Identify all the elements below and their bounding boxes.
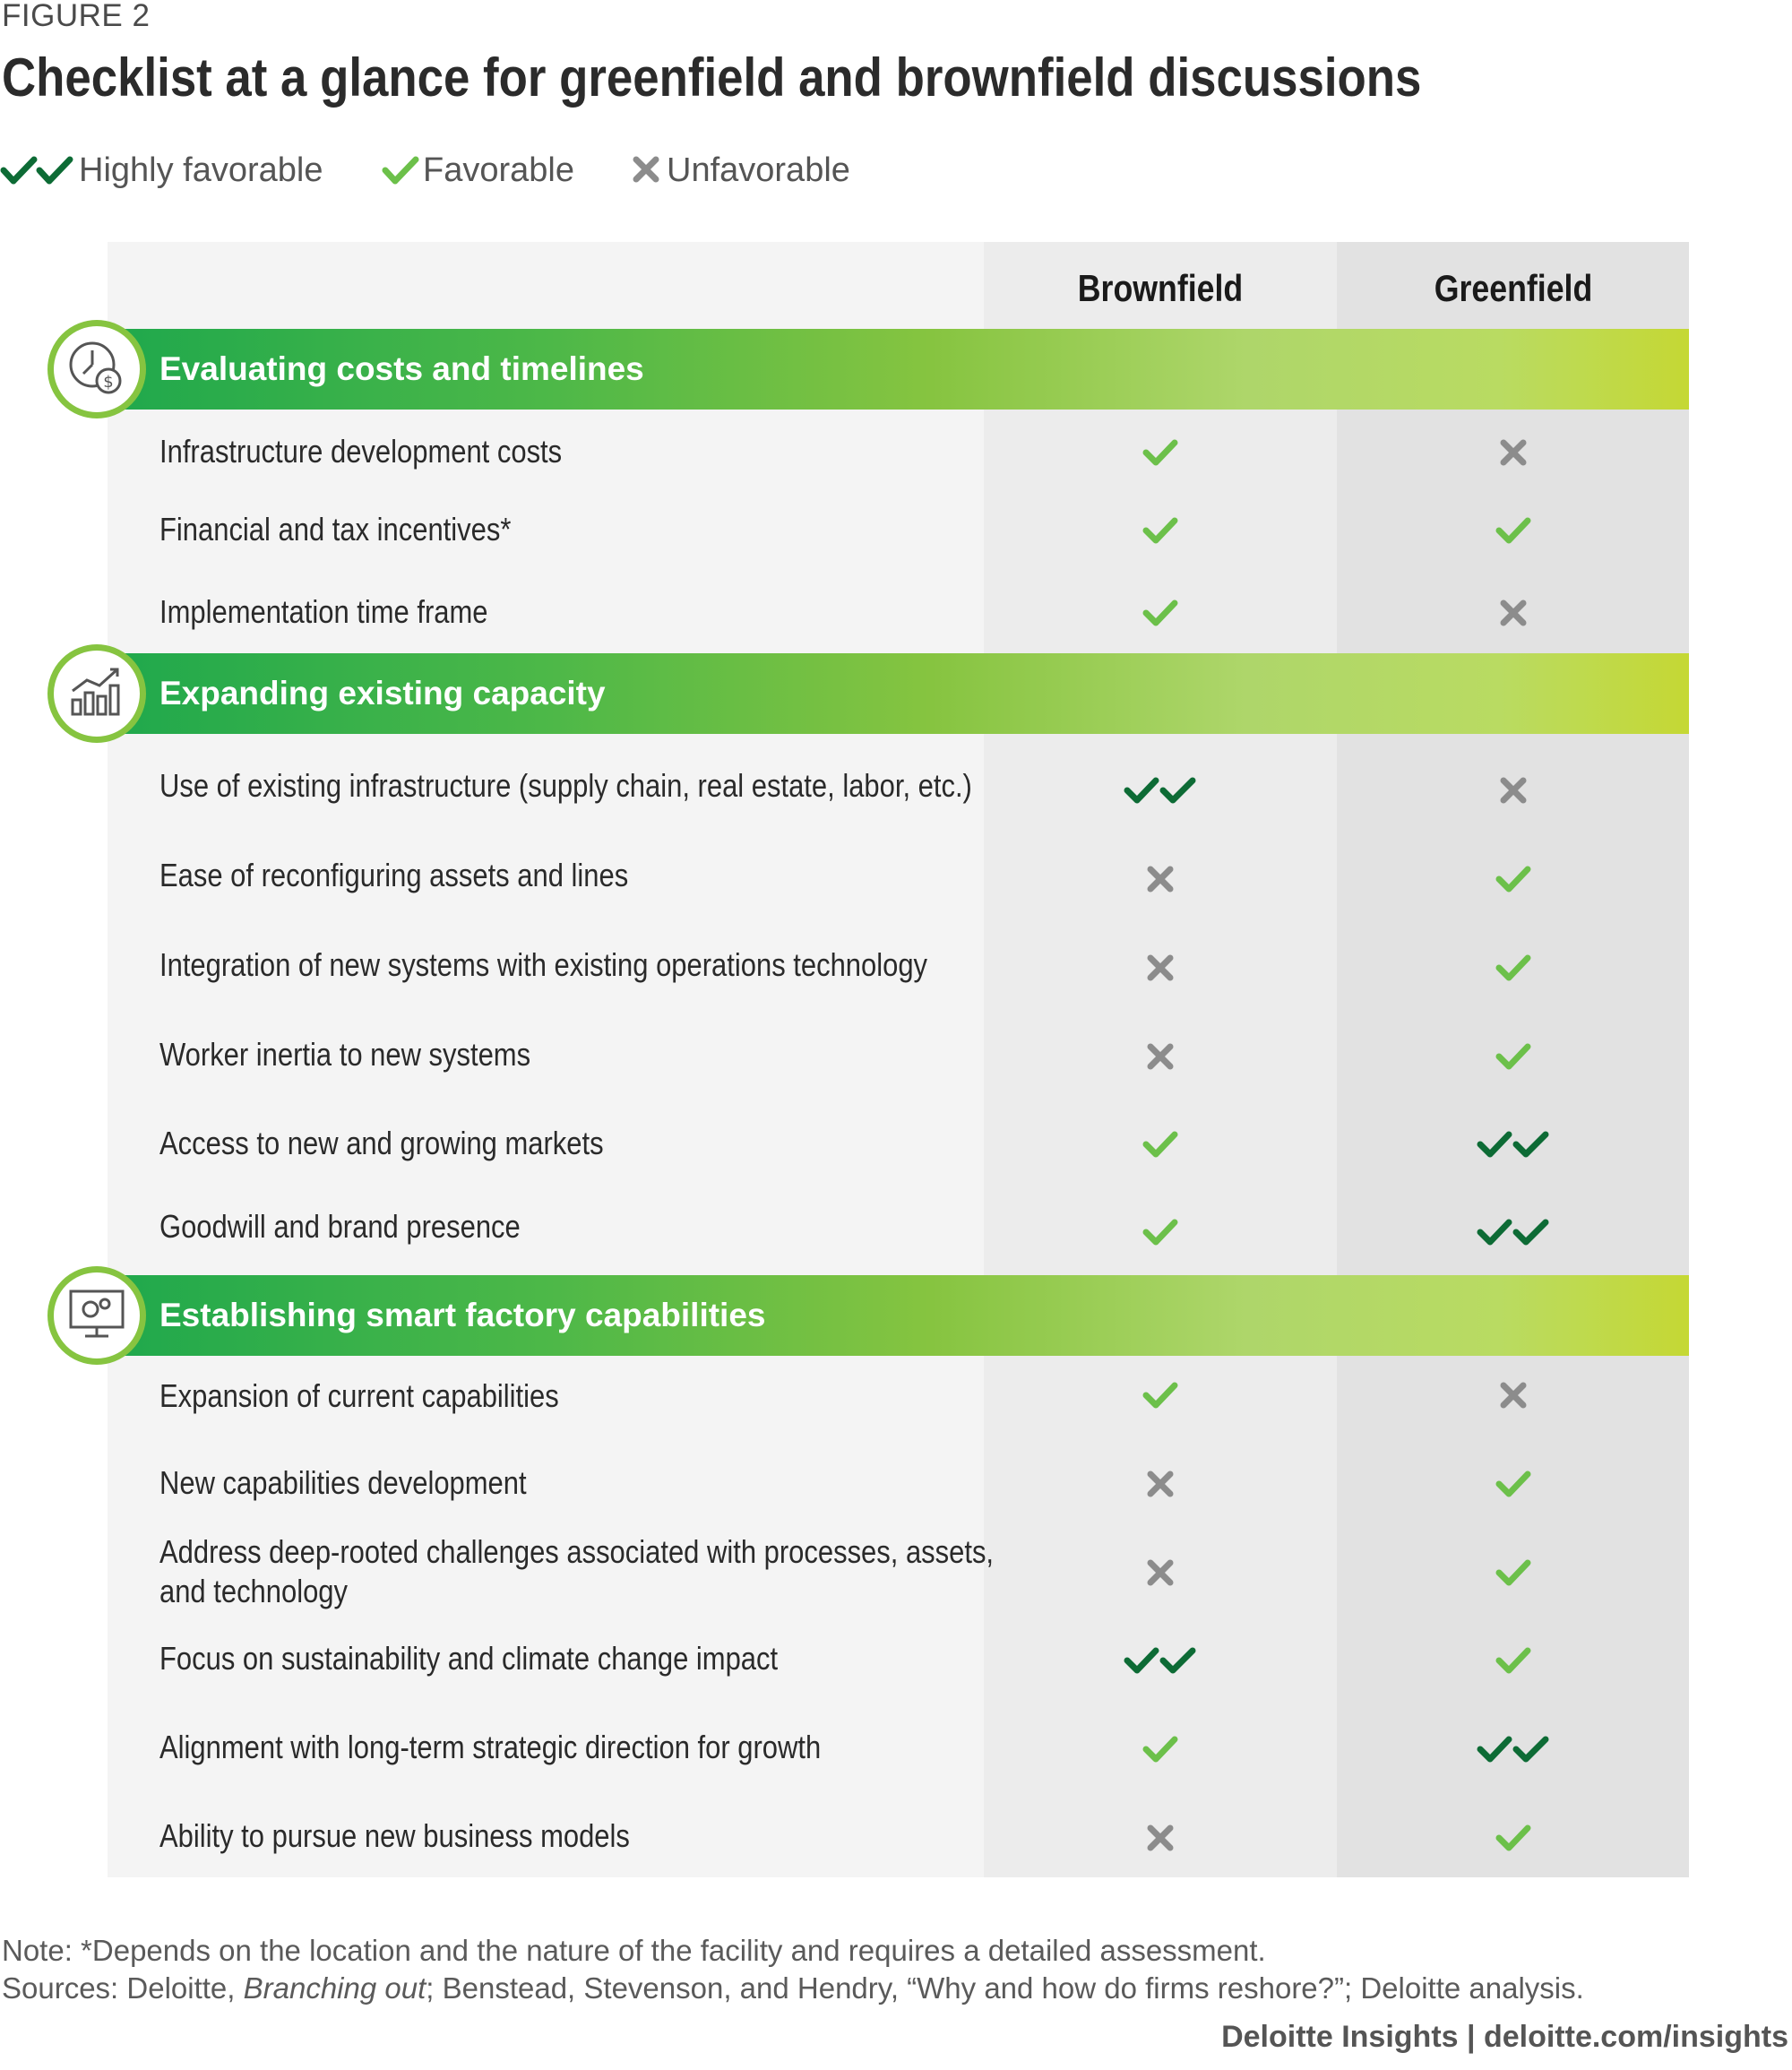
sources-text: [2, 1970, 1584, 2007]
double-check-icon: [1476, 1731, 1551, 1767]
greenfield-mark: [1473, 591, 1554, 635]
cross-icon: [1497, 1379, 1529, 1411]
row-label: Alignment with long-term strategic direction for growth: [159, 1729, 822, 1765]
footnote: [2, 1932, 1584, 2007]
row-label: Use of existing infrastructure (supply chain, real estate, labor, etc.): [159, 767, 972, 804]
note-text: Note: *Depends on the location and the nature of the facility and requires a detailed assessment.: [2, 1934, 1266, 1967]
greenfield-mark: [1473, 1462, 1554, 1506]
greenfield-mark: [1473, 1638, 1554, 1683]
cross-icon: [631, 152, 663, 188]
cross-icon: [1144, 1040, 1176, 1073]
check-icon: [1494, 861, 1533, 897]
row-label: Focus on sustainability and climate change impact: [159, 1640, 779, 1677]
brownfield-mark: [1120, 1373, 1201, 1418]
row-label: Goodwill and brand presence: [159, 1208, 521, 1245]
brownfield-mark: [1120, 1122, 1201, 1167]
section-band: [108, 1275, 1689, 1356]
check-icon: [1494, 1466, 1533, 1502]
check-icon: [1141, 1731, 1180, 1767]
double-check-icon: [0, 152, 75, 188]
greenfield-mark: [1473, 508, 1554, 553]
cross-icon: [1144, 952, 1176, 984]
check-icon: [382, 152, 419, 188]
sources-prefix: Sources: Deloitte,: [2, 1971, 244, 2005]
row-label: Address deep-rooted challenges associated with processes, assets,: [159, 1533, 995, 1570]
svg-text:$: $: [103, 372, 114, 392]
cross-icon: [1497, 774, 1529, 806]
check-icon: [1494, 1039, 1533, 1074]
row-label: New capabilities development: [159, 1464, 527, 1501]
brownfield-mark: [1120, 1727, 1201, 1772]
double-check-icon: [1123, 1643, 1198, 1678]
greenfield-mark: [1473, 430, 1554, 475]
greenfield-mark: [1473, 1210, 1554, 1255]
greenfield-mark: [1473, 945, 1554, 990]
credit-line: Deloitte Insights | deloitte.com/insights: [1221, 2020, 1788, 2054]
row-label: Worker inertia to new systems: [159, 1036, 531, 1073]
legend-label: Unfavorable: [667, 151, 850, 189]
brownfield-mark: [1120, 945, 1201, 990]
check-icon: [1141, 435, 1180, 470]
brownfield-mark: [1120, 1550, 1201, 1595]
row-label: Integration of new systems with existing operations technology: [159, 946, 928, 983]
greenfield-mark: [1473, 1550, 1554, 1595]
row-label: and technology: [159, 1573, 349, 1609]
check-icon: [1141, 1126, 1180, 1162]
greenfield-mark: [1473, 1122, 1554, 1167]
greenfield-header: Greenfield: [1434, 267, 1593, 309]
brownfield-mark: [1120, 508, 1201, 553]
section-badge: [47, 320, 146, 418]
cross-icon: [1144, 1822, 1176, 1854]
check-icon: [1494, 1820, 1533, 1856]
greenfield-mark: [1473, 1373, 1554, 1418]
section-title: Expanding existing capacity: [159, 675, 606, 712]
brownfield-mark: [1120, 1034, 1201, 1079]
legend-favorable: [382, 145, 574, 195]
section-band: [108, 653, 1689, 734]
legend-label: Highly favorable: [79, 151, 323, 189]
brownfield-mark: [1120, 768, 1201, 813]
cross-icon: [1144, 1557, 1176, 1589]
page-title: Checklist at a glance for greenfield and brownfield discussions: [2, 47, 1422, 108]
greenfield-mark: [1473, 1816, 1554, 1860]
monitor-gears-icon: [65, 1282, 128, 1350]
sources-title: Branching out: [243, 1971, 426, 2005]
section-badge: [47, 1266, 146, 1365]
brownfield-mark: [1120, 1210, 1201, 1255]
row-label: Implementation time frame: [159, 593, 488, 630]
legend-highly-favorable: [0, 145, 323, 195]
check-icon: [1141, 595, 1180, 631]
check-icon: [1494, 513, 1533, 548]
legend-unfavorable: [631, 145, 850, 195]
figure-label: FIGURE 2: [2, 0, 151, 33]
cross-icon: [1497, 436, 1529, 469]
check-icon: [1494, 1555, 1533, 1591]
row-label: Infrastructure development costs: [159, 433, 563, 470]
section-band: [108, 329, 1689, 410]
cross-icon: [1497, 597, 1529, 629]
cross-icon: [1144, 1468, 1176, 1500]
row-label: Ease of reconfiguring assets and lines: [159, 857, 629, 893]
growth-chart-icon: [65, 660, 128, 728]
sources-suffix: ; Benstead, Stevenson, and Hendry, “Why and how do firms reshore?”; Deloitte analysis.: [426, 1971, 1584, 2005]
brownfield-header: Brownfield: [1077, 267, 1244, 309]
row-label: Access to new and growing markets: [159, 1125, 604, 1161]
check-icon: [1494, 1643, 1533, 1678]
row-label: Ability to pursue new business models: [159, 1817, 630, 1854]
legend-label: Favorable: [423, 151, 574, 189]
check-icon: [1141, 513, 1180, 548]
brownfield-mark: [1120, 430, 1201, 475]
greenfield-mark: [1473, 768, 1554, 813]
double-check-icon: [1476, 1214, 1551, 1250]
greenfield-mark: [1473, 857, 1554, 901]
brownfield-mark: [1120, 1462, 1201, 1506]
cross-icon: [1144, 863, 1176, 895]
clock-dollar-icon: [65, 336, 128, 403]
section-title: Establishing smart factory capabilities: [159, 1297, 766, 1333]
row-label: Expansion of current capabilities: [159, 1377, 559, 1414]
double-check-icon: [1123, 772, 1198, 808]
brownfield-mark: [1120, 857, 1201, 901]
row-label: Financial and tax incentives*: [159, 511, 512, 548]
check-icon: [1141, 1214, 1180, 1250]
brownfield-mark: [1120, 1816, 1201, 1860]
greenfield-mark: [1473, 1727, 1554, 1772]
greenfield-mark: [1473, 1034, 1554, 1079]
brownfield-mark: [1120, 591, 1201, 635]
brownfield-mark: [1120, 1638, 1201, 1683]
double-check-icon: [1476, 1126, 1551, 1162]
check-icon: [1141, 1377, 1180, 1413]
section-title: Evaluating costs and timelines: [159, 350, 644, 387]
check-icon: [1494, 950, 1533, 986]
section-badge: [47, 644, 146, 743]
